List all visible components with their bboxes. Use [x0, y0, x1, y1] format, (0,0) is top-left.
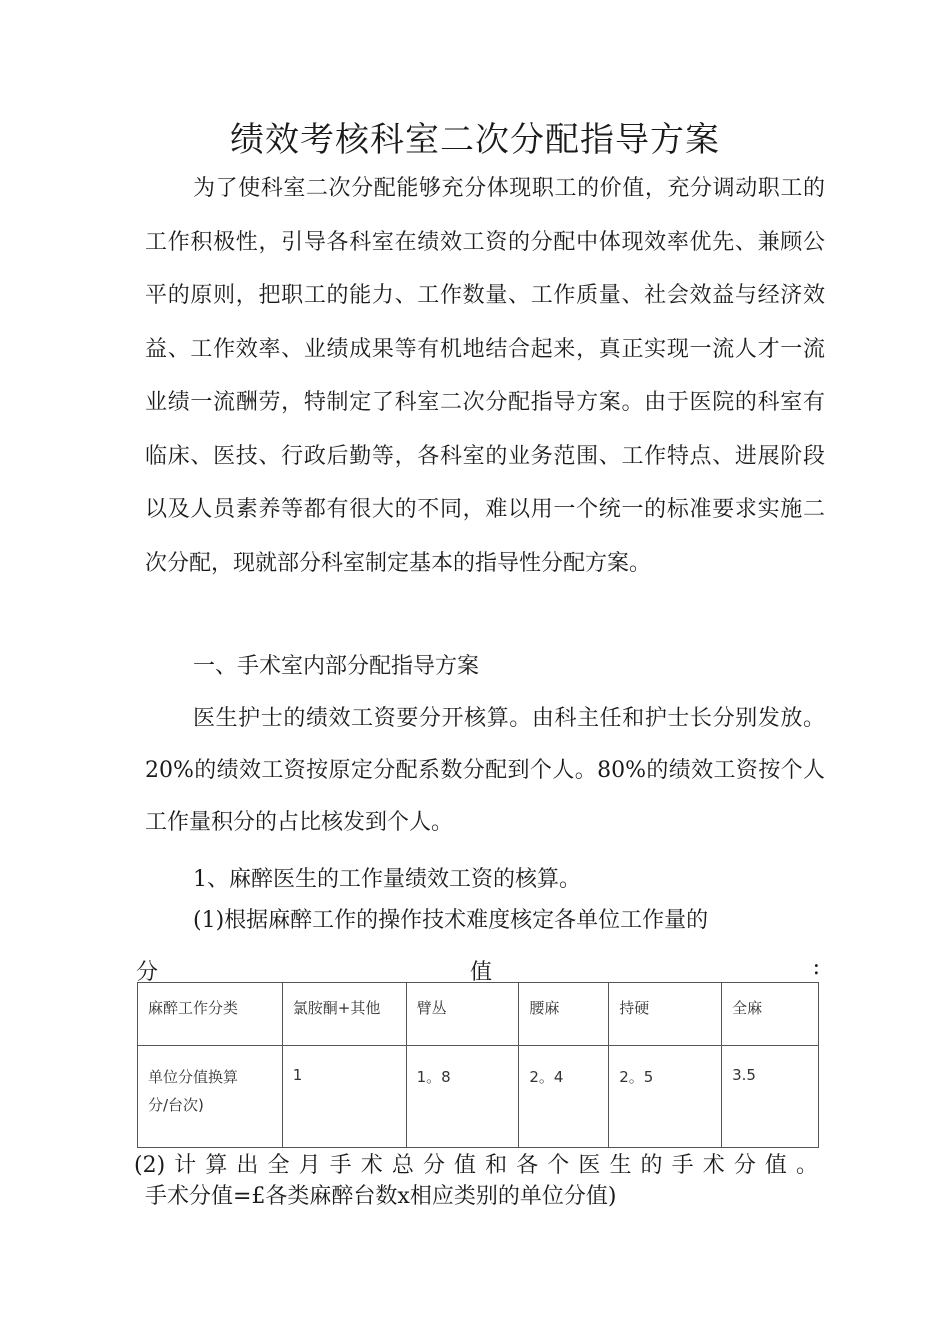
section-1-paragraph: 医生护士的绩效工资要分开核算。由科主任和护士长分别发放。20%的绩效工资按原定分配系数分配到个人。80%的绩效工资按个人工作量积分的占比核发到个人。: [145, 706, 825, 835]
item-1-sub-1: (1)根据麻醉工作的操作技术难度核定各单位工作量的: [193, 908, 709, 933]
table-cell: 氯胺酮+其他: [282, 983, 406, 1046]
table-cell: 持硬: [609, 983, 722, 1046]
row-label-line-1: 单位分值换算: [148, 1068, 239, 1086]
table-row: [138, 1046, 819, 1148]
table-cell: 2。5: [609, 1046, 722, 1148]
item-1-heading: 1、麻醉医生的工作量绩效工资的核算。: [193, 867, 581, 892]
table-row-label-cell: [138, 1046, 283, 1148]
table-cell: 全麻: [722, 983, 819, 1046]
spread-char-1: 分: [136, 960, 159, 985]
table-cell: 臂丛: [406, 983, 519, 1046]
table-cell: 1: [282, 1046, 406, 1148]
document-title: 绩效考核科室二次分配指导方案: [230, 120, 720, 160]
spread-char-2: 值: [470, 960, 493, 985]
intro-paragraph: 为了使科室二次分配能够充分体现职工的价值，充分调动职工的工作积极性，引导各科室在绩效工资的分配中体现效率优先、兼顾公平的原则，把职工的能力、工作数量、工作质量、社会效益与经济效益、工作效率、业绩成果等有机地结合起来，真正实现一流人才一流业绩一流酬劳，特制定了科室二次分配指导方案。由于医院的科室有临床、医技、行政后勤等，各科室的业务范围、工作特点、进展阶段以及人员素养等都有很大的不同，难以用一个统一的标准要求实施二次分配，现就部分科室制定基本的指导性分配方案。: [145, 176, 825, 576]
table-cell: 麻醉工作分类: [138, 983, 283, 1046]
row-label-line-2: 分/台次): [148, 1096, 204, 1114]
table-header-row: [138, 983, 819, 1046]
item-1-sub-2-line-1: (2)计算出全月手术总分值和各个医生的手术分值。: [134, 1153, 818, 1178]
table-cell: 腰麻: [519, 983, 609, 1046]
item-1-sub-2-line-2: 手术分值=£各类麻醉台数x相应类别的单位分值): [145, 1184, 617, 1209]
section-1-heading: 一、手术室内部分配指导方案: [193, 654, 480, 679]
spread-char-3: :: [812, 955, 820, 980]
table-cell: 3.5: [722, 1046, 819, 1148]
anesthesia-score-table: [137, 982, 819, 1148]
table-cell: 2。4: [519, 1046, 609, 1148]
table-cell: 1。8: [406, 1046, 519, 1148]
